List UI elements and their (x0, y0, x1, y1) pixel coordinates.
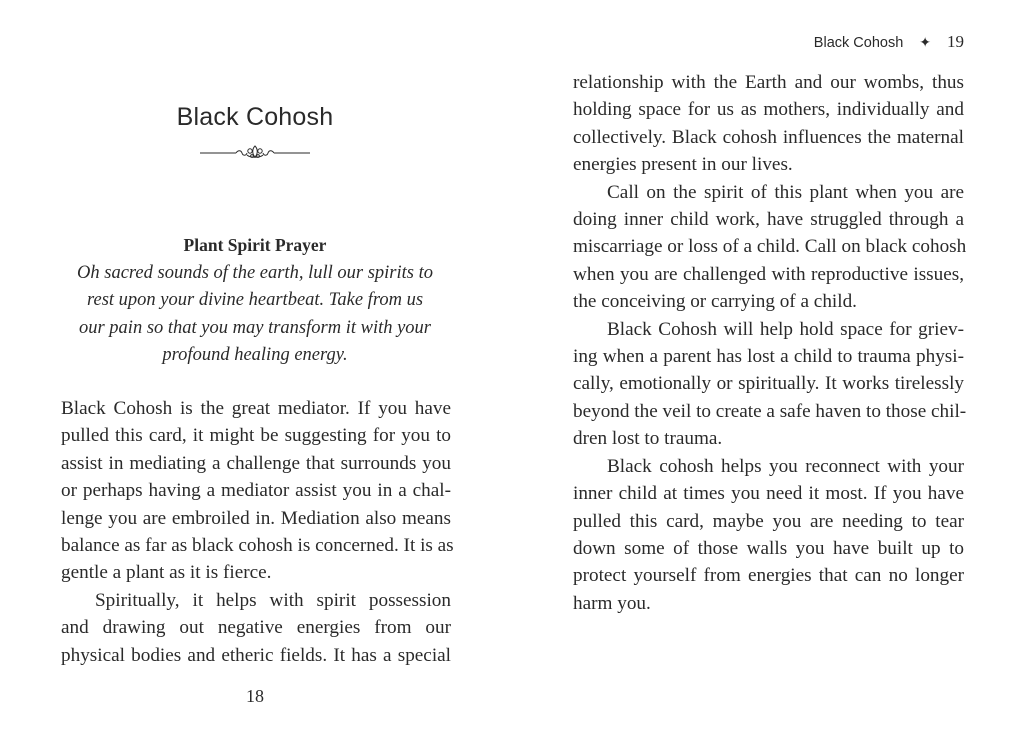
text-line: or perhaps having a mediator assist you in a chal- (61, 480, 451, 502)
text-line: assist in mediating a challenge that surrounds you (61, 452, 451, 474)
text-line: Black Cohosh will help hold space for griev- (607, 318, 964, 340)
text-line: cally, emotionally or spiritually. It works tirelessly (573, 373, 964, 395)
text-line: beyond the veil to create a safe haven to those chil- (573, 400, 967, 422)
text-line: miscarriage or loss of a child. Call on black cohosh (573, 236, 967, 258)
text-line: pulled this card, it might be suggesting for you to (61, 425, 451, 447)
page-number: 19 (947, 32, 964, 51)
text-line: Spiritually, it helps with spirit possession (95, 589, 451, 611)
page-number: 18 (246, 686, 264, 706)
paragraph (573, 69, 964, 179)
paragraph (61, 395, 454, 587)
text-line: Call on the spirit of this plant when you are (607, 181, 964, 203)
text-line: and drawing out negative energies from our (61, 617, 451, 639)
text-line: inner child at times you need it most. If you have (573, 483, 964, 505)
text-line: energies present in our lives. (573, 154, 793, 176)
left-body-text (61, 395, 454, 669)
text-line: when you are challenged with reproductive issues, (573, 263, 964, 285)
paragraph (573, 316, 967, 453)
chapter-title: Black Cohosh (176, 103, 334, 131)
text-line: lenge you are embroiled in. Mediation also means (61, 507, 451, 529)
text-line: doing inner child work, have struggled through a (573, 209, 964, 231)
text-line: balance as far as black cohosh is concerned. It is as (61, 535, 454, 557)
four-point-star-icon: ✦ (919, 36, 931, 51)
text-line: Black cohosh helps you reconnect with your (607, 455, 964, 477)
text-line: holding space for us as mothers, individually and (573, 99, 964, 121)
text-line: down some of those walls you have built up to (573, 537, 964, 559)
prayer-line: our pain so that you may transform it with your (78, 317, 432, 338)
text-line: collectively. Black cohosh influences the maternal (573, 126, 964, 148)
text-line: ing when a parent has lost a child to trauma physi- (573, 346, 964, 368)
paragraph (573, 453, 964, 617)
text-line: the conceiving or carrying of a child. (573, 291, 857, 313)
text-line: harm you. (573, 592, 651, 614)
prayer-line: Oh sacred sounds of the earth, lull our spirits to (77, 262, 433, 283)
right-body-text (573, 69, 967, 617)
plant-spirit-prayer (60, 232, 450, 370)
text-line: relationship with the Earth and our wombs, thus (573, 72, 964, 93)
right-page (512, 0, 1024, 731)
prayer-heading: Plant Spirit Prayer (183, 235, 327, 255)
paragraph (573, 179, 967, 316)
running-head-title: Black Cohosh (813, 35, 904, 51)
text-line: physical bodies and etheric fields. It has a special (61, 644, 451, 666)
flourish-ornament-icon (198, 143, 312, 161)
text-line: dren lost to trauma. (573, 428, 723, 450)
text-line: protect yourself from energies that can no longer (573, 565, 964, 587)
text-line: pulled this card, maybe you are needing to tear (573, 510, 964, 532)
text-line: gentle a plant as it is fierce. (61, 562, 272, 584)
text-line: Black Cohosh is the great mediator. If you have (61, 398, 451, 419)
paragraph (61, 587, 451, 669)
prayer-line: profound healing energy. (162, 345, 348, 365)
running-head (814, 32, 964, 52)
prayer-line: rest upon your divine heartbeat. Take from us (86, 290, 424, 310)
